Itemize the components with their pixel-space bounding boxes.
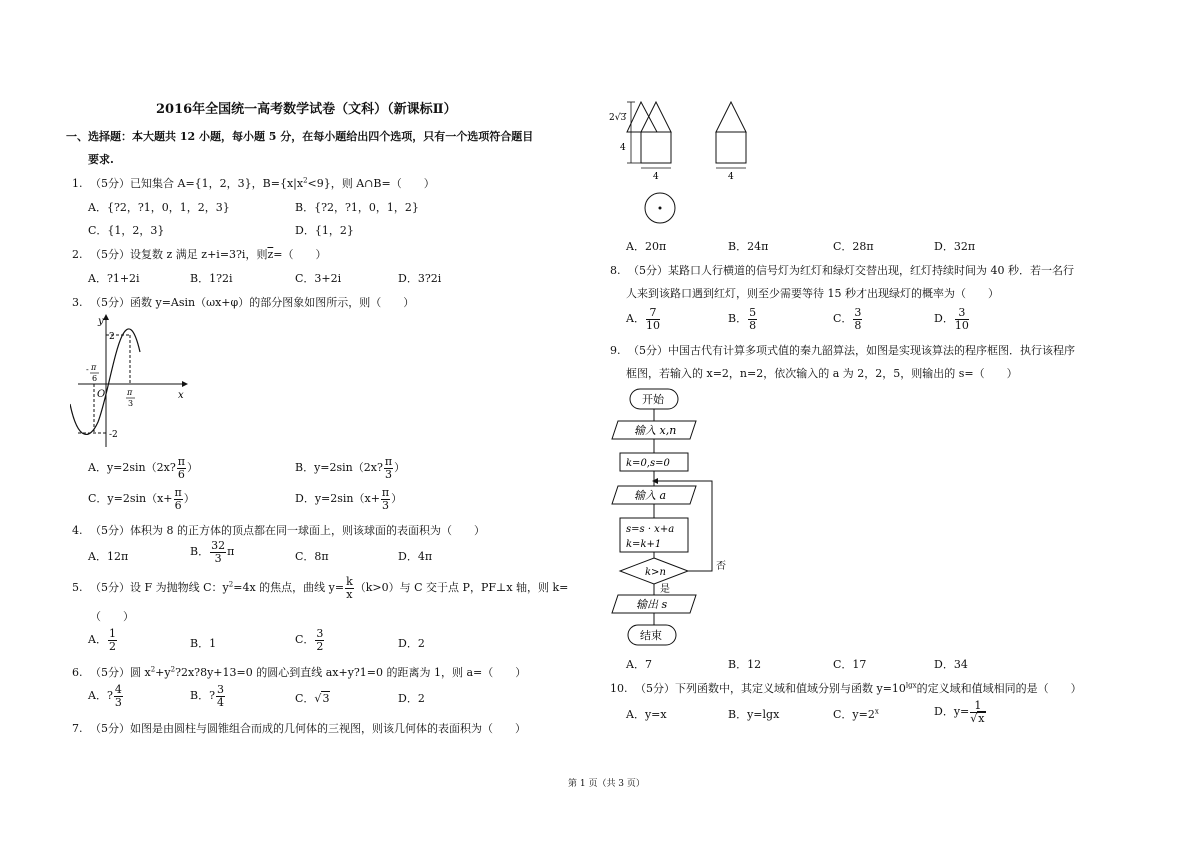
svg-text:k=k+1: k=k+1 (626, 539, 662, 550)
q2-text: （5分）设复数 z 满足 z+i=3?i，则 (90, 248, 268, 261)
svg-text:k=0,s=0: k=0,s=0 (626, 458, 670, 469)
section-heading-cont: 要求. (88, 153, 114, 166)
graph-pi-left: π (91, 363, 97, 372)
question-4 (72, 522, 485, 538)
dim-4-side: 4 (728, 172, 734, 182)
q1-number: 1. (72, 177, 83, 190)
svg-text:输入 x,n: 输入 x,n (634, 424, 677, 437)
q1-sup: 2 (303, 176, 308, 185)
q9-option-c[interactable]: C．17 (833, 658, 867, 671)
q8-option-d[interactable]: D． $\frac{3}{10}$ (934, 306, 969, 332)
graph-pi-right: π (127, 388, 133, 397)
q4-number: 4. (72, 524, 83, 537)
q4-option-c[interactable]: C．8π (295, 550, 329, 563)
q8-option-b[interactable]: B． $\frac{5}{8}$ (728, 306, 757, 332)
q3-option-d[interactable]: D．y=2sin（x+ $\frac{\pi}{3}$ ） (295, 486, 403, 512)
q2-text2: =（ ） (273, 248, 327, 261)
q4-option-b[interactable]: B． $\frac{32}{3}$ π (190, 539, 235, 565)
q4-text: （5分）体积为 8 的正方体的顶点都在同一球面上，则该球面的表面积为（ ） (90, 524, 485, 537)
graph-neg-sign: - (86, 365, 89, 374)
side-view-cylinder (716, 132, 746, 163)
q3-number: 3. (72, 296, 83, 309)
question-7: 7. （5分）如图是由圆柱与圆锥组合而成的几何体的三视图，则该几何体的表面积为（ ） (72, 722, 526, 735)
q9-option-b[interactable]: B．12 (728, 658, 762, 671)
q1-option-c[interactable]: C．{1，2，3} (88, 224, 165, 237)
question-9-cont: 框图，若输入的 x=2，n=2，依次输入的 a 为 2，2，5，则输出的 s=（ ） (626, 367, 1018, 380)
question-6: 6. （5分）圆 $x^2+y^2?2x?8y+13=0$ 的圆心到直线 ax+y?1=0 的距离为 1，则 a=（ ） (72, 665, 527, 679)
q10-option-d[interactable]: D．y= $\frac{1}{√x}$ (934, 699, 985, 725)
dim-4-front: 4 (653, 172, 659, 182)
svg-text:开始: 开始 (642, 393, 664, 406)
graph-min: -2 (109, 430, 118, 440)
q1-option-a[interactable]: A．{?2，?1，0，1，2，3} (88, 201, 230, 214)
q4-option-d[interactable]: D．4π (398, 550, 433, 563)
q9-flowchart (608, 385, 738, 650)
q2-zbar: $\overline{z}$ (267, 248, 274, 261)
q9-option-a[interactable]: A．7 (626, 658, 652, 671)
question-9: 9. （5分）中国古代有计算多项式值的秦九韶算法，如图是实现该算法的程序框图．执行该程序 (610, 344, 1075, 357)
q7-option-d[interactable]: D．32π (934, 240, 976, 253)
q3-option-c[interactable]: C．y=2sin（x+ $\frac{\pi}{6}$ ） (88, 486, 195, 512)
question-5: 5. （5分）设 F 为抛物线 C：$y^2=4x$ 的焦点，曲线 y= $\frac{k}{x}$ （k>0）与 C 交于点 P，PF⊥x 轴，则 k= (72, 575, 569, 601)
q10-option-a[interactable]: A．y=x (626, 708, 667, 721)
q1-text: （5分）已知集合 A={1，2，3}，B={x|x (90, 177, 304, 190)
q1-option-d[interactable]: D．{1，2} (295, 224, 354, 237)
q7-three-view-figure (605, 92, 805, 232)
q3-option-a[interactable]: A．y=2sin（2x? $\frac{\pi}{6}$ ） (88, 455, 198, 481)
graph-y-label: y (98, 316, 104, 327)
question-10: 10. （5分）下列函数中，其定义域和值域分别与函数 $y=10^{lgx}$的定义域和值域相同的是（ ） (610, 681, 1082, 695)
front-view-cone (627, 102, 657, 132)
q5-option-a[interactable]: A． $\frac{1}{2}$ (88, 627, 116, 653)
q7-option-c[interactable]: C．28π (833, 240, 874, 253)
svg-text:s=s · x+a: s=s · x+a (626, 524, 675, 535)
q5-option-c[interactable]: C． $\frac{3}{2}$ (295, 627, 324, 653)
q5-option-d[interactable]: D．2 (398, 637, 425, 650)
q1-option-b[interactable]: B．{?2，?1，0，1，2} (295, 201, 419, 214)
svg-text:结束: 结束 (640, 629, 662, 642)
dim-4-vertical: 4 (620, 143, 626, 153)
q3-sine-graph (70, 312, 190, 452)
q2-option-a[interactable]: A．?1+2i (88, 272, 140, 285)
x-axis-arrow (182, 381, 188, 387)
svg-text:输出 s: 输出 s (636, 598, 668, 611)
graph-six: 6 (92, 374, 98, 383)
question-8: 8. （5分）某路口人行横道的信号灯为红灯和绿灯交替出现，红灯持续时间为 40 秒．若一名行 (610, 264, 1074, 277)
q5-paren: （ ） (90, 610, 134, 623)
q2-option-c[interactable]: C．3+2i (295, 272, 342, 285)
q10-option-c[interactable]: C．$y=2^x$ (833, 707, 879, 721)
question-2 (72, 246, 326, 262)
q2-option-d[interactable]: D．3?2i (398, 272, 442, 285)
graph-x-label: x (178, 390, 184, 401)
dim-2root3: 2√3 (609, 113, 627, 123)
q6-option-d[interactable]: D．2 (398, 692, 425, 705)
q1-text2: <9}，则 A∩B=（ ） (307, 177, 435, 190)
q5-option-b[interactable]: B．1 (190, 637, 217, 650)
page-footer: 第 1 页（共 3 页） (568, 779, 645, 789)
q8-option-a[interactable]: A． $\frac{7}{10}$ (626, 306, 660, 332)
q4-option-a[interactable]: A．12π (88, 550, 129, 563)
graph-max: 2 (109, 332, 115, 342)
side-view-cone (716, 102, 746, 132)
q2-number: 2. (72, 248, 83, 261)
top-view-center (659, 207, 662, 210)
q10-option-b[interactable]: B．y=lgx (728, 708, 780, 721)
question-3 (72, 294, 414, 310)
section-heading: 一、选择题：本大题共 12 小题，每小题 5 分，在每小题给出四个选项，只有一个选项符合题目 (66, 130, 534, 143)
q7-option-b[interactable]: B．24π (728, 240, 769, 253)
q3-option-b[interactable]: B．y=2sin（2x? $\frac{\pi}{3}$ ） (295, 455, 406, 481)
q3-text: （5分）函数 y=Asin（ωx+φ）的部分图象如图所示，则（ ） (90, 296, 415, 309)
page-title: 2016年全国统一高考数学试卷（文科）（新课标Ⅱ） (156, 102, 457, 117)
svg-text:k>n: k>n (645, 567, 666, 578)
question-1 (72, 175, 435, 191)
graph-three: 3 (128, 399, 134, 408)
q6-option-b[interactable]: B．? $\frac{3}{4}$ (190, 683, 224, 709)
q2-option-b[interactable]: B．1?2i (190, 272, 233, 285)
svg-text:否: 否 (716, 561, 726, 572)
q6-option-a[interactable]: A．? $\frac{4}{3}$ (88, 683, 122, 709)
graph-origin: O (97, 389, 106, 400)
svg-text:是: 是 (660, 584, 670, 595)
svg-text:输入 a: 输入 a (634, 489, 667, 502)
q8-option-c[interactable]: C． $\frac{3}{8}$ (833, 306, 862, 332)
q5-number: 5. (72, 581, 83, 595)
question-8-cont: 人来到该路口遇到红灯，则至少需要等待 15 秒才出现绿灯的概率为（ ） (626, 287, 999, 300)
q9-option-d[interactable]: D．34 (934, 658, 968, 671)
q6-option-c[interactable]: C．√3 (295, 692, 330, 705)
q7-option-a[interactable]: A．20π (626, 240, 667, 253)
y-axis-arrow (103, 314, 109, 320)
q5-text: （5分）设 F 为抛物线 C：y (90, 581, 229, 595)
front-view-cylinder (641, 132, 671, 163)
